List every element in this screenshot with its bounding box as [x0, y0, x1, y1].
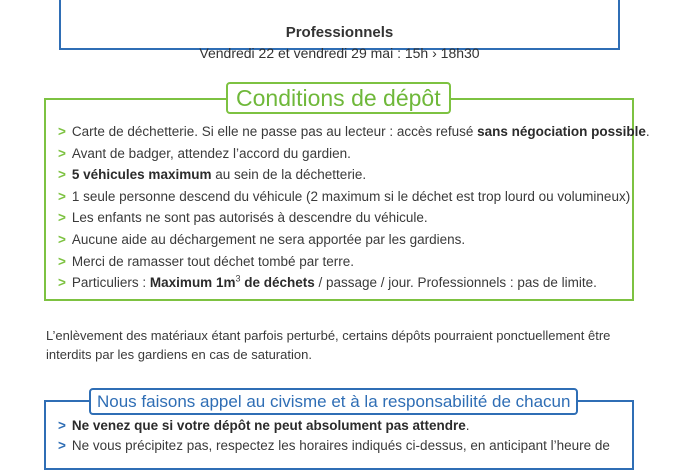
list-item: > Particuliers : Maximum $1m^3$ de déchets / passage / jour. Professionnels : pas de limite.: [58, 273, 597, 291]
chevron-right-icon: >: [58, 167, 66, 183]
chevron-right-icon: >: [58, 418, 66, 433]
saturation-notice: L’enlèvement des matériaux étant parfois perturbé, certains dépôts pourraient ponctuellement être interdits par les gardiens en cas de saturation.: [46, 328, 611, 362]
list-item: > 1 seule personne descend du véhicule (2 maximum si le déchet est trop lourd ou volumineux): [58, 188, 631, 204]
chevron-right-icon: >: [58, 231, 66, 247]
chevron-right-icon: >: [58, 275, 66, 291]
list-item: > Merci de ramasser tout déchet tombé par terre.: [58, 253, 355, 269]
list-item: > Ne venez que si votre dépôt ne peut absolument pas attendre.: [58, 418, 470, 433]
civisme-title: Nous faisons appel au civisme et à la responsabilité de chacun: [89, 388, 578, 415]
list-item: > Avant de badger, attendez l’accord du gardien.: [58, 145, 351, 161]
list-item: > Carte de déchetterie. Si elle ne passe pas au lecteur : accès refusé sans négociation possible.: [58, 124, 650, 139]
professionals-title: Professionnels: [285, 24, 394, 41]
professionals-dates: Vendredi 22 et vendredi 29 mai : 15h › 18h30: [199, 45, 480, 61]
conditions-title: Conditions de dépôt: [226, 82, 451, 114]
list-item: > 5 véhicules maximum au sein de la déchetterie.: [58, 167, 367, 183]
chevron-right-icon: >: [58, 253, 66, 269]
chevron-right-icon: >: [58, 145, 66, 161]
list-item: > Ne vous précipitez pas, respectez les horaires indiqués ci-dessus, en anticipant l’heure de: [58, 438, 610, 453]
conditions-list: [58, 121, 650, 294]
chevron-right-icon: >: [58, 188, 66, 204]
list-item: > Aucune aide au déchargement ne sera apportée par les gardiens.: [58, 231, 466, 247]
chevron-right-icon: >: [58, 210, 66, 226]
civisme-list: [58, 416, 610, 456]
chevron-right-icon: >: [58, 438, 66, 453]
list-item: > Les enfants ne sont pas autorisés à descendre du véhicule.: [58, 210, 428, 226]
chevron-right-icon: >: [58, 124, 66, 139]
